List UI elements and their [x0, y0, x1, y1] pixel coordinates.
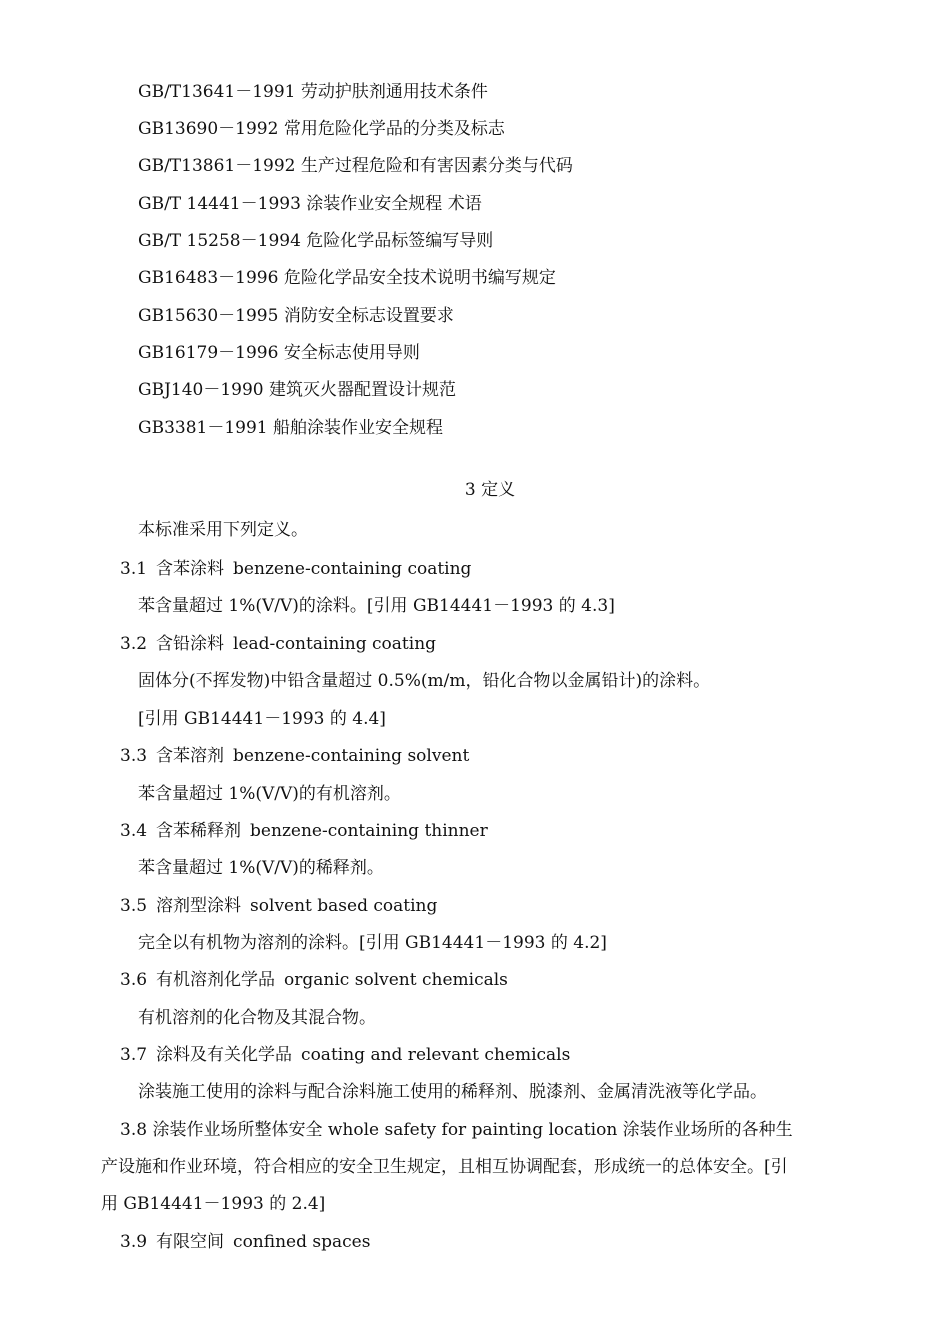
term-en: solvent based coating: [250, 896, 438, 916]
term-3-2: [120, 632, 436, 656]
reference-item: GB16483－1996 危险化学品安全技术说明书编写规定: [138, 268, 556, 288]
section-heading: 3 定义: [464, 480, 516, 500]
definition-3-5: 完全以有机物为溶剂的涂料。[引用 GB14441－1993 的 4.2]: [138, 933, 607, 953]
definition-3-3: 苯含量超过 1%(V/V)的有机溶剂。: [138, 784, 401, 804]
term-3-8-line: 用 GB14441－1993 的 2.4]: [101, 1194, 326, 1214]
term-3-8-line: 产设施和作业环境，符合相应的安全卫生规定，且相互协调配套，形成统一的总体安全。[引: [101, 1157, 788, 1177]
term-en: coating and relevant chemicals: [301, 1045, 571, 1065]
term-zh: 有限空间: [156, 1232, 225, 1252]
definition-3-6: 有机溶剂的化合物及其混合物。: [138, 1008, 376, 1028]
term-3-1: [120, 557, 471, 581]
term-3-9: [120, 1230, 370, 1254]
reference-item: GB16179－1996 安全标志使用导则: [138, 343, 420, 363]
term-en: benzene-containing coating: [233, 559, 472, 579]
term-3-5: [120, 894, 437, 918]
term-zh: 有机溶剂化学品: [156, 970, 276, 990]
term-zh: 含苯涂料: [156, 559, 225, 579]
term-number: 3.2: [120, 634, 148, 654]
definition-3-1: 苯含量超过 1%(V/V)的涂料。[引用 GB14441－1993 的 4.3]: [138, 596, 615, 616]
reference-item: GB/T 15258－1994 危险化学品标签编写导则: [138, 231, 494, 251]
term-number: 3.5: [120, 896, 148, 916]
term-zh: 含苯溶剂: [156, 746, 225, 766]
term-en: lead-containing coating: [233, 634, 437, 654]
term-number: 3.6: [120, 970, 148, 990]
definition-3-4: 苯含量超过 1%(V/V)的稀释剂。: [138, 858, 384, 878]
term-number: 3.4: [120, 821, 148, 841]
reference-item: GB/T13861－1992 生产过程危险和有害因素分类与代码: [138, 156, 573, 176]
term-zh: 溶剂型涂料: [156, 896, 242, 916]
term-number: 3.1: [120, 559, 148, 579]
term-zh: 含苯稀释剂: [156, 821, 242, 841]
term-zh: 含铅涂料: [156, 634, 225, 654]
term-3-7: [120, 1043, 570, 1067]
section-intro: 本标准采用下列定义。: [138, 520, 308, 540]
term-3-4: [120, 819, 488, 843]
term-number: 3.9: [120, 1232, 148, 1252]
reference-item: GB3381－1991 船舶涂装作业安全规程: [138, 418, 444, 438]
reference-item: GB/T 14441－1993 涂装作业安全规程 术语: [138, 194, 482, 214]
term-en: benzene-containing solvent: [233, 746, 470, 766]
reference-item: GB13690－1992 常用危险化学品的分类及标志: [138, 119, 505, 139]
term-3-8-line: 3.8 涂装作业场所整体安全 whole safety for painting location 涂装作业场所的各种生: [120, 1120, 793, 1140]
term-number: 3.7: [120, 1045, 148, 1065]
reference-item: GB15630－1995 消防安全标志设置要求: [138, 306, 454, 326]
term-en: organic solvent chemicals: [284, 970, 508, 990]
term-number: 3.3: [120, 746, 148, 766]
definition-3-7: 涂装施工使用的涂料与配合涂料施工使用的稀释剂、脱漆剂、金属清洗液等化学品。: [138, 1082, 767, 1102]
term-3-3: [120, 744, 469, 768]
reference-item: GBJ140－1990 建筑灭火器配置设计规范: [138, 380, 457, 400]
term-3-6: [120, 968, 508, 992]
term-en: confined spaces: [233, 1232, 371, 1252]
definition-3-2-citation: [引用 GB14441－1993 的 4.4]: [138, 709, 386, 729]
reference-item: GB/T13641－1991 劳动护肤剂通用技术条件: [138, 82, 488, 102]
term-zh: 涂料及有关化学品: [156, 1045, 293, 1065]
term-en: benzene-containing thinner: [250, 821, 488, 841]
definition-3-2: 固体分(不挥发物)中铅含量超过 0.5%(m/m，铅化合物以金属铅计)的涂料。: [138, 671, 711, 691]
